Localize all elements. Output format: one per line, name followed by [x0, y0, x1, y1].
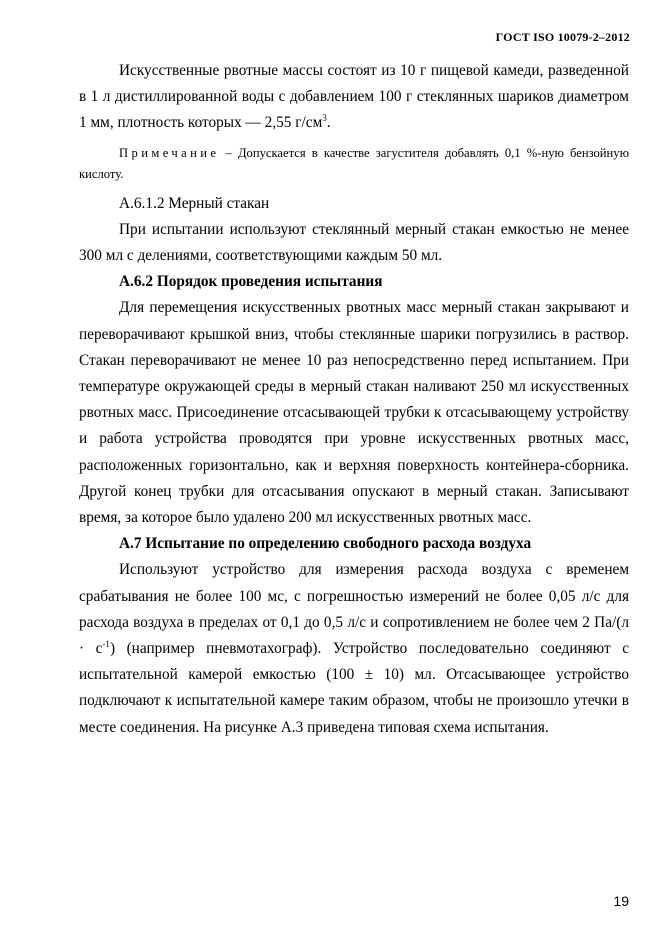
superscript: 3: [322, 113, 327, 124]
page-body: [79, 58, 629, 741]
page-number: 19: [613, 893, 629, 909]
superscript: -1: [102, 639, 110, 650]
document-code-header: ГОСТ ISO 10079-2–2012: [495, 30, 630, 44]
section-heading-a612: А.6.1.2 Мерный стакан: [119, 194, 270, 212]
paragraph-artificial-vomit: Искусственные рвотные массы состоят из 10 г пищевой камеди, разведенной в 1 л дистиллированной воды с добавлением 100 г стеклянных шариков диаметром 1 мм, плотность которых — 2,55 $г/см^3$.: [79, 62, 629, 132]
note-label: Примечание: [119, 145, 220, 160]
note-text: – Допускается в качестве загустителя добавлять 0,1 %-ную бензойную кислоту.: [79, 145, 629, 181]
note: [79, 143, 629, 185]
paragraph-measuring-cup: При испытании используют стеклянный мерный стакан емкостью не менее 300 мл с делениями, соответствующими каждым 50 мл.: [79, 220, 629, 265]
section-heading-a62: А.6.2 Порядок проведения испытания: [119, 273, 383, 291]
paragraph-test-procedure: Для перемещения искусственных рвотных масс мерный стакан закрывают и переворачивают крышкой вниз, чтобы стеклянные шарики погрузились в раствор. Стакан переворачивают не менее 10 раз непосредственно перед испытанием. При температуре окружающей среды в мерный стакан наливают 250 мл искусственных рвотных масс. Присоединение отсасывающей трубки к отсасывающему устройству и работа устройства проводятся при уровне искусственных рвотных масс, расположенных горизонтально, как и верхняя поверхность контейнера-сборника. Другой конец трубки для отсасывания опускают в мерный стакан. Записывают время, за которое было удалено 200 мл искусственных рвотных масс.: [79, 299, 629, 527]
paragraph-free-airflow: Используют устройство для измерения расхода воздуха с временем срабатывания не более 100 мс, с погрешностью измерений не более 0,05 л/с для расхода воздуха в пределах от 0,1 до 0,5 л/с и сопротивлением не более чем 2 $Па/(л \cdot с^{-1})$ (например пневмотахограф). Устройство последовательно соединяют с испытательной камерой емкостью (100 ± 10) мл. Отсасывающее устройство подключают к испытательной камере таким образом, чтобы не произошло утечки в месте соединения. На рисунке А.3 приведена типовая схема испытания.: [79, 561, 629, 736]
section-heading-a7: А.7 Испытание по определению свободного расхода воздуха: [119, 535, 532, 553]
